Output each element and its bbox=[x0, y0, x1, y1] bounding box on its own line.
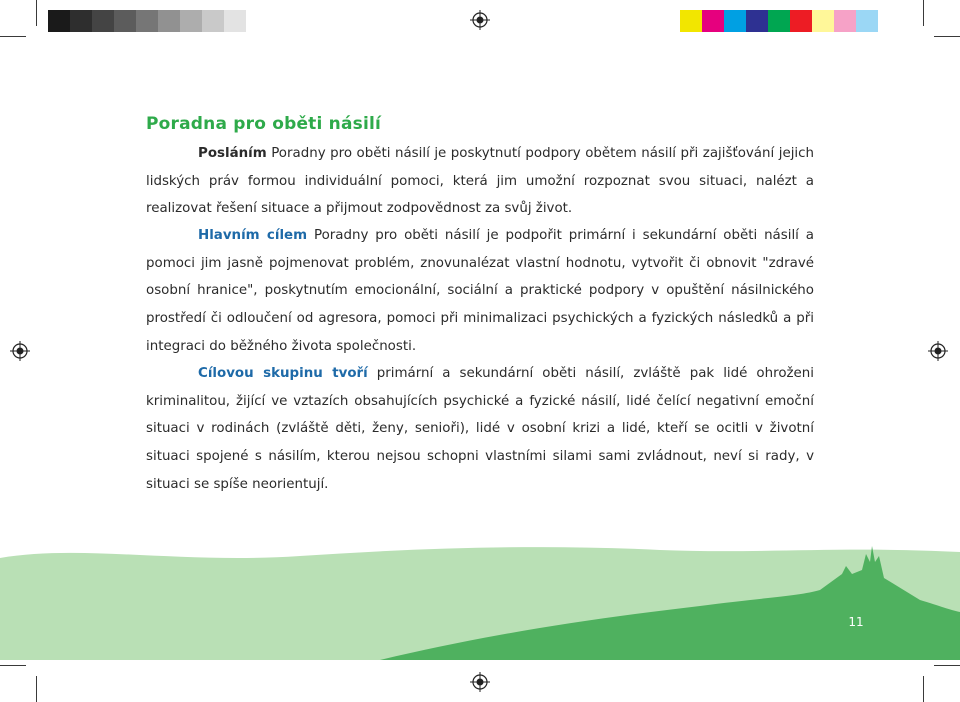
color-swatch bbox=[202, 10, 224, 32]
page-heading: Poradna pro oběti násilí bbox=[146, 114, 382, 134]
page-number: 11 bbox=[848, 615, 864, 629]
color-swatch bbox=[724, 10, 746, 32]
color-swatch bbox=[768, 10, 790, 32]
paragraph-text: primární a sekundární oběti násilí, zvláště pak lidé ohroženi kriminalitou, žijící ve vztazích obsahujících psychické a fyzické násilí, lidé čelící negativní emoční situaci v rodinách (zvláště děti, ženy, senioři), lidé v osobní krizi a lidé, kteří se ocitli v životní situaci spojené s násilím, kterou nejsou schopni vlastními silami sami zvládnout, neví si rady, v situaci se spíše neorientují. bbox=[146, 366, 814, 492]
crop-mark bbox=[934, 36, 960, 37]
color-swatch bbox=[790, 10, 812, 32]
registration-mark-icon bbox=[10, 341, 30, 361]
color-swatch bbox=[834, 10, 856, 32]
registration-mark-icon bbox=[470, 672, 490, 692]
color-swatch bbox=[702, 10, 724, 32]
color-swatch bbox=[856, 10, 878, 32]
grayscale-color-bar bbox=[48, 10, 246, 32]
green-hills-illustration bbox=[0, 540, 960, 660]
paragraph-text: Poradny pro oběti násilí je poskytnutí podpory obětem násilí při zajišťování jejich lidských práv formou individuální pomoci, která jim umožní rozpoznat svou situaci, nalézt a realizovat řešení situace a přijmout zodpovědnost za svůj život. bbox=[146, 146, 814, 217]
crop-mark bbox=[36, 676, 37, 702]
paragraph-mission bbox=[146, 140, 814, 223]
registration-mark-icon bbox=[928, 341, 948, 361]
color-swatch bbox=[224, 10, 246, 32]
color-swatch bbox=[136, 10, 158, 32]
paragraph-text: Poradny pro oběti násilí je podpořit primární i sekundární oběti násilí a pomoci jim jasně pojmenovat problém, znovunalézat vlastní hodnotu, vytvořit či obnovit "zdravé osobní hranice", poskytnutím emocionální, sociální a praktické podpory v opuštění násilnického prostředí či odloučení od agresora, pomoci při minimalizaci psychických a fyzických následků a při integraci do běžného života společnosti. bbox=[146, 228, 814, 354]
paragraph-main-goal bbox=[146, 222, 814, 361]
process-color-bar bbox=[680, 10, 878, 32]
color-swatch bbox=[114, 10, 136, 32]
color-swatch bbox=[180, 10, 202, 32]
crop-mark bbox=[0, 665, 26, 666]
color-swatch bbox=[48, 10, 70, 32]
color-swatch bbox=[812, 10, 834, 32]
paragraph-target-group bbox=[146, 360, 814, 499]
crop-mark bbox=[36, 0, 37, 26]
crop-mark bbox=[0, 36, 26, 37]
crop-mark bbox=[923, 676, 924, 702]
crop-mark bbox=[934, 665, 960, 666]
crop-mark bbox=[923, 0, 924, 26]
paragraph-lead: Cílovou skupinu tvoří bbox=[198, 366, 368, 381]
paragraph-lead: Posláním bbox=[198, 146, 267, 161]
paragraph-lead: Hlavním cílem bbox=[198, 228, 308, 243]
color-swatch bbox=[746, 10, 768, 32]
color-swatch bbox=[92, 10, 114, 32]
color-swatch bbox=[158, 10, 180, 32]
color-swatch bbox=[680, 10, 702, 32]
color-swatch bbox=[70, 10, 92, 32]
registration-mark-icon bbox=[470, 10, 490, 30]
